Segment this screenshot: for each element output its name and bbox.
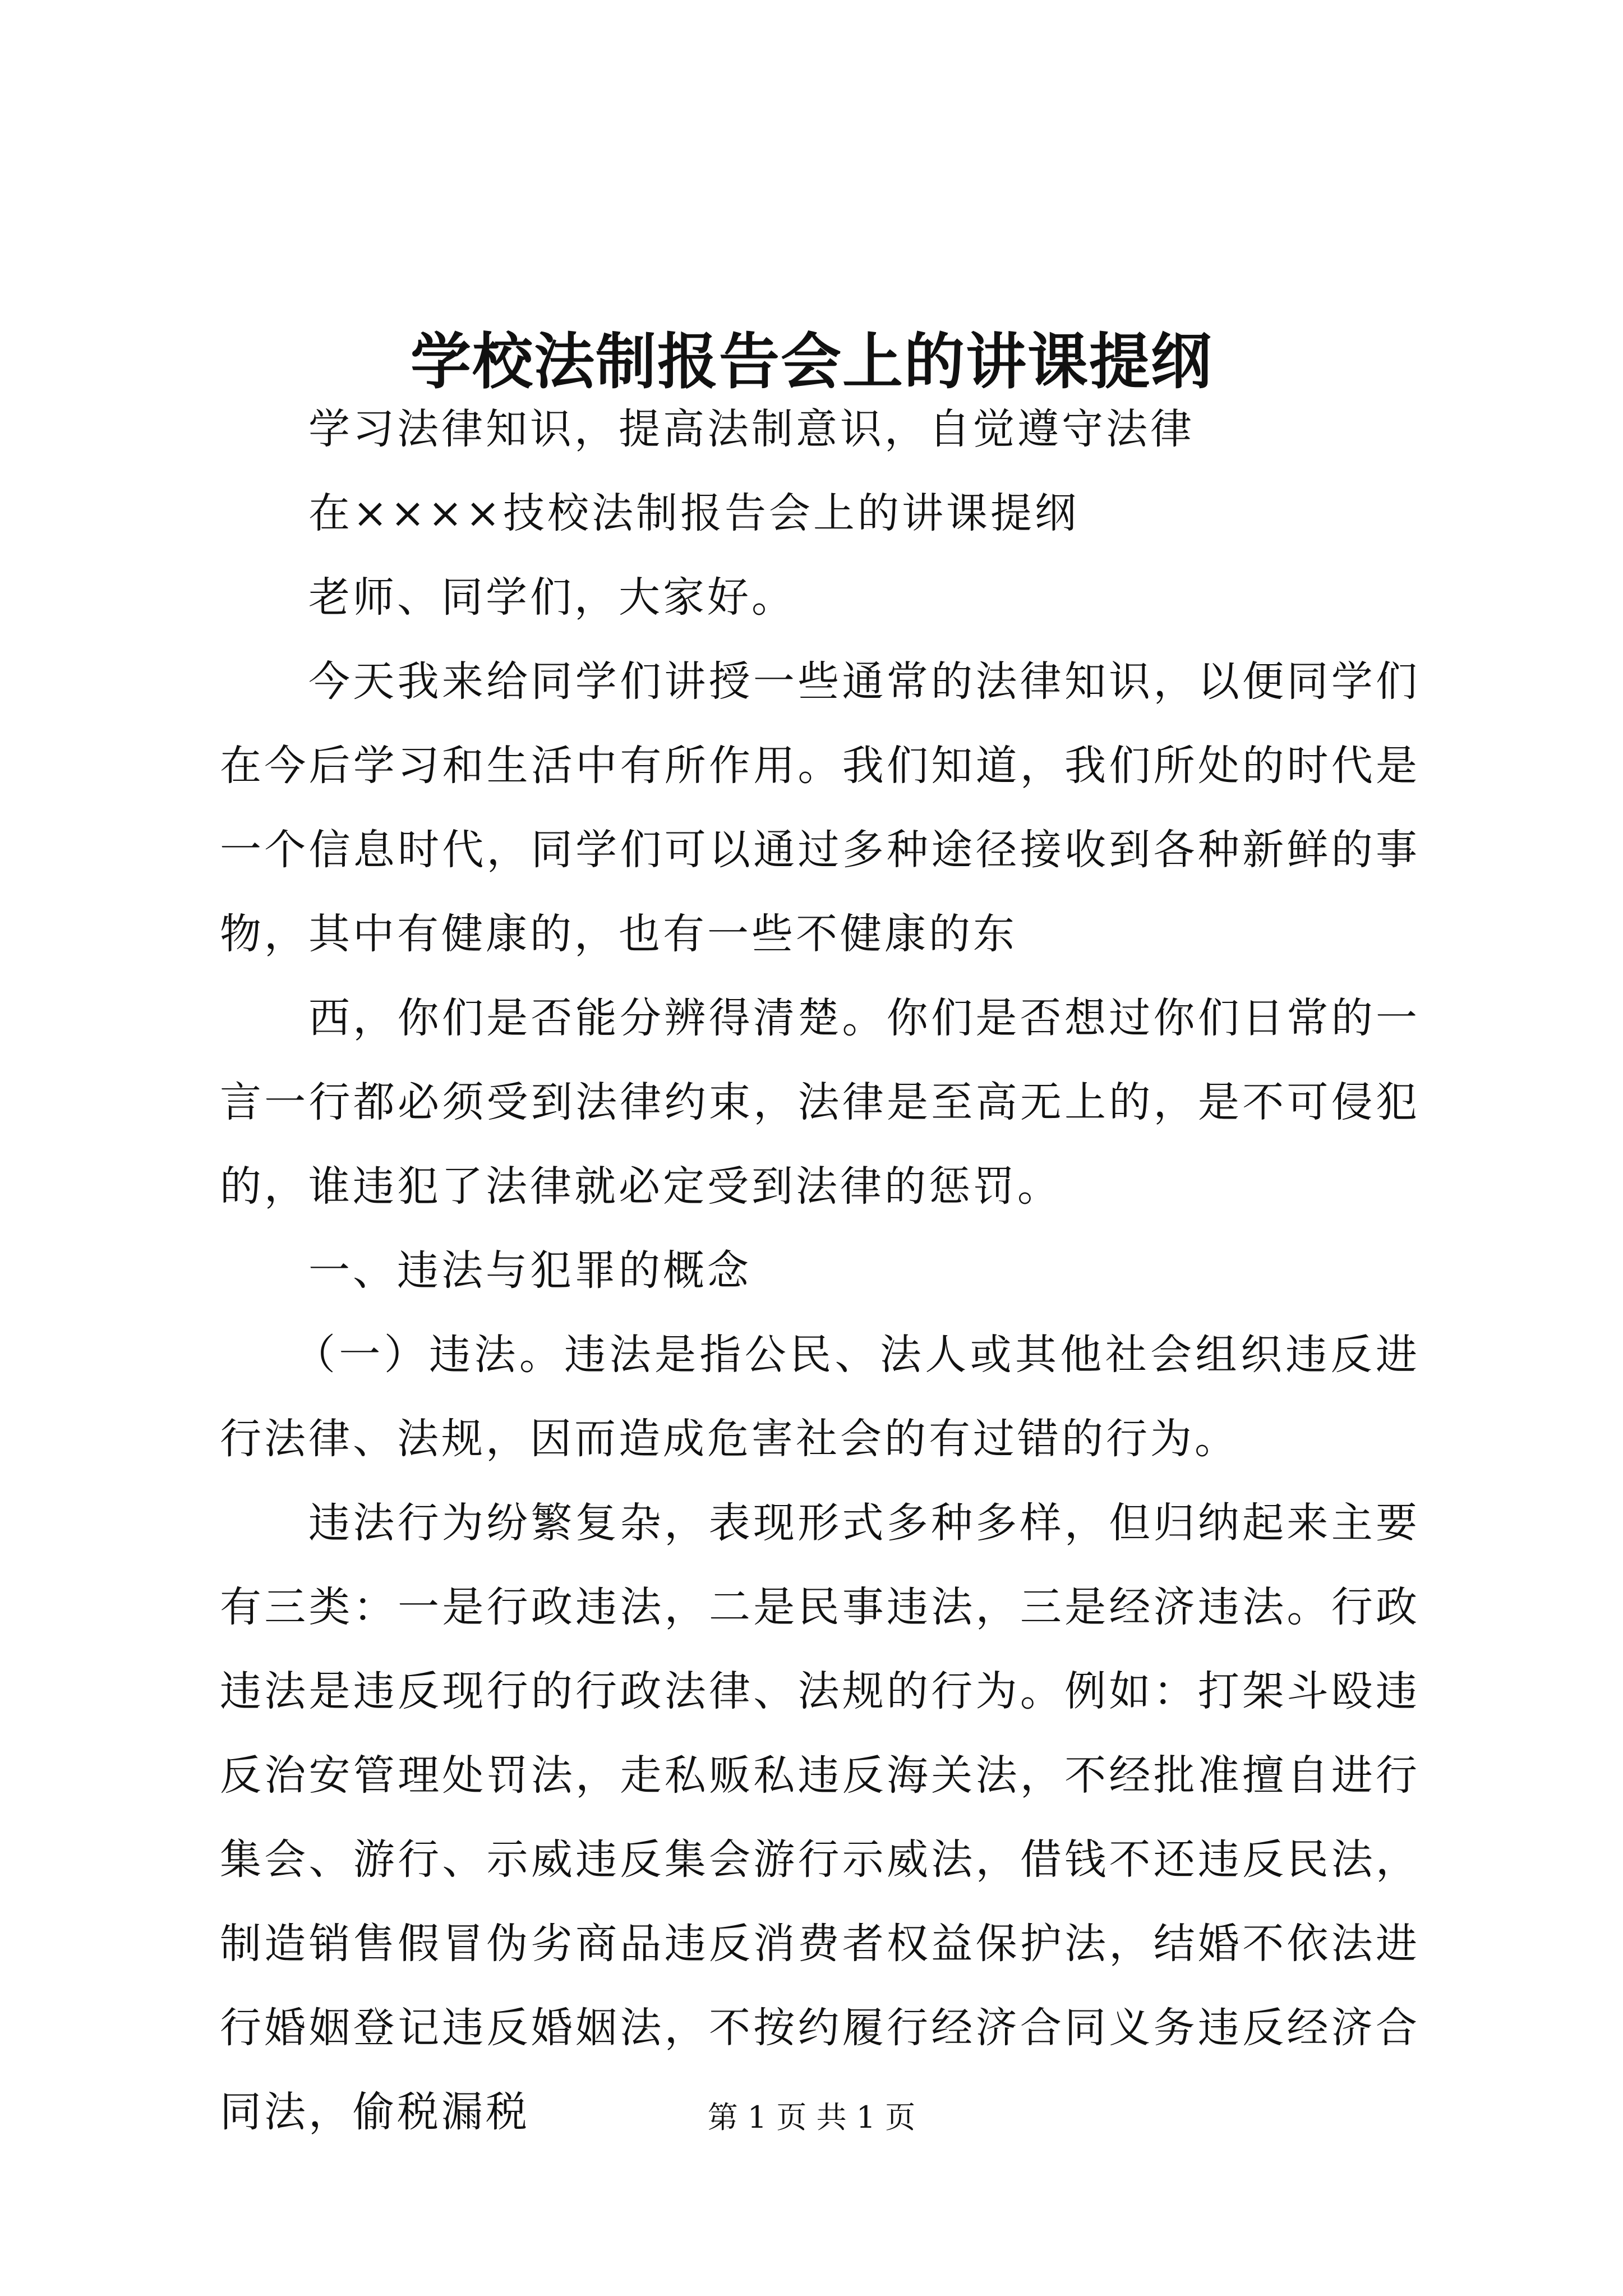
paragraph-definition: （一）违法。违法是指公民、法人或其他社会组织违反进行法律、法规，因而造成危害社会的有过错的行为。 <box>220 1331 1420 1463</box>
paragraph-subtitle: 学习法律知识，提高法制意识，自觉遵守法律 <box>308 405 1195 453</box>
document-body <box>220 387 1420 2154</box>
paragraph-intro: 今天我来给同学们讲授一些通常的法律知识，以便同学们在今后学习和生活中有所作用。我们知道，我们所处的时代是一个信息时代，同学们可以通过多种途径接收到各种新鲜的事物，其中有健康的，也有一些不健康的东 <box>220 657 1420 958</box>
paragraph-violation-types: 违法行为纷繁复杂，表现形式多种多样，但归纳起来主要有三类：一是行政违法，二是民事违法，三是经济违法。行政违法是违反现行的行政法律、法规的行为。例如：打架斗殴违反治安管理处罚法，走私贩私违反海关法，不经批准擅自进行集会、游行、示威违反集会游行示威法，借钱不还违反民法，制造销售假冒伪劣商品违反消费者权益保护法，结婚不依法进行婚姻登记违反婚姻法，不按约履行经济合同义务违反经济合同法，偷税漏税 <box>220 1499 1420 2136</box>
document-title: 学校法制报告会上的讲课提纲 <box>410 326 1212 398</box>
paragraph-occasion: 在××××技校法制报告会上的讲课提纲 <box>308 489 1080 537</box>
paragraph-intro-continued: 西，你们是否能分辨得清楚。你们是否想过你们日常的一言一行都必须受到法律约束，法律是至高无上的，是不可侵犯的，谁违犯了法律就必定受到法律的惩罚。 <box>220 994 1420 1211</box>
paragraph-greeting: 老师、同学们，大家好。 <box>308 573 796 622</box>
page-number: 第 1 页 共 1 页 <box>707 2100 916 2135</box>
section-heading: 一、违法与犯罪的概念 <box>308 1246 751 1295</box>
